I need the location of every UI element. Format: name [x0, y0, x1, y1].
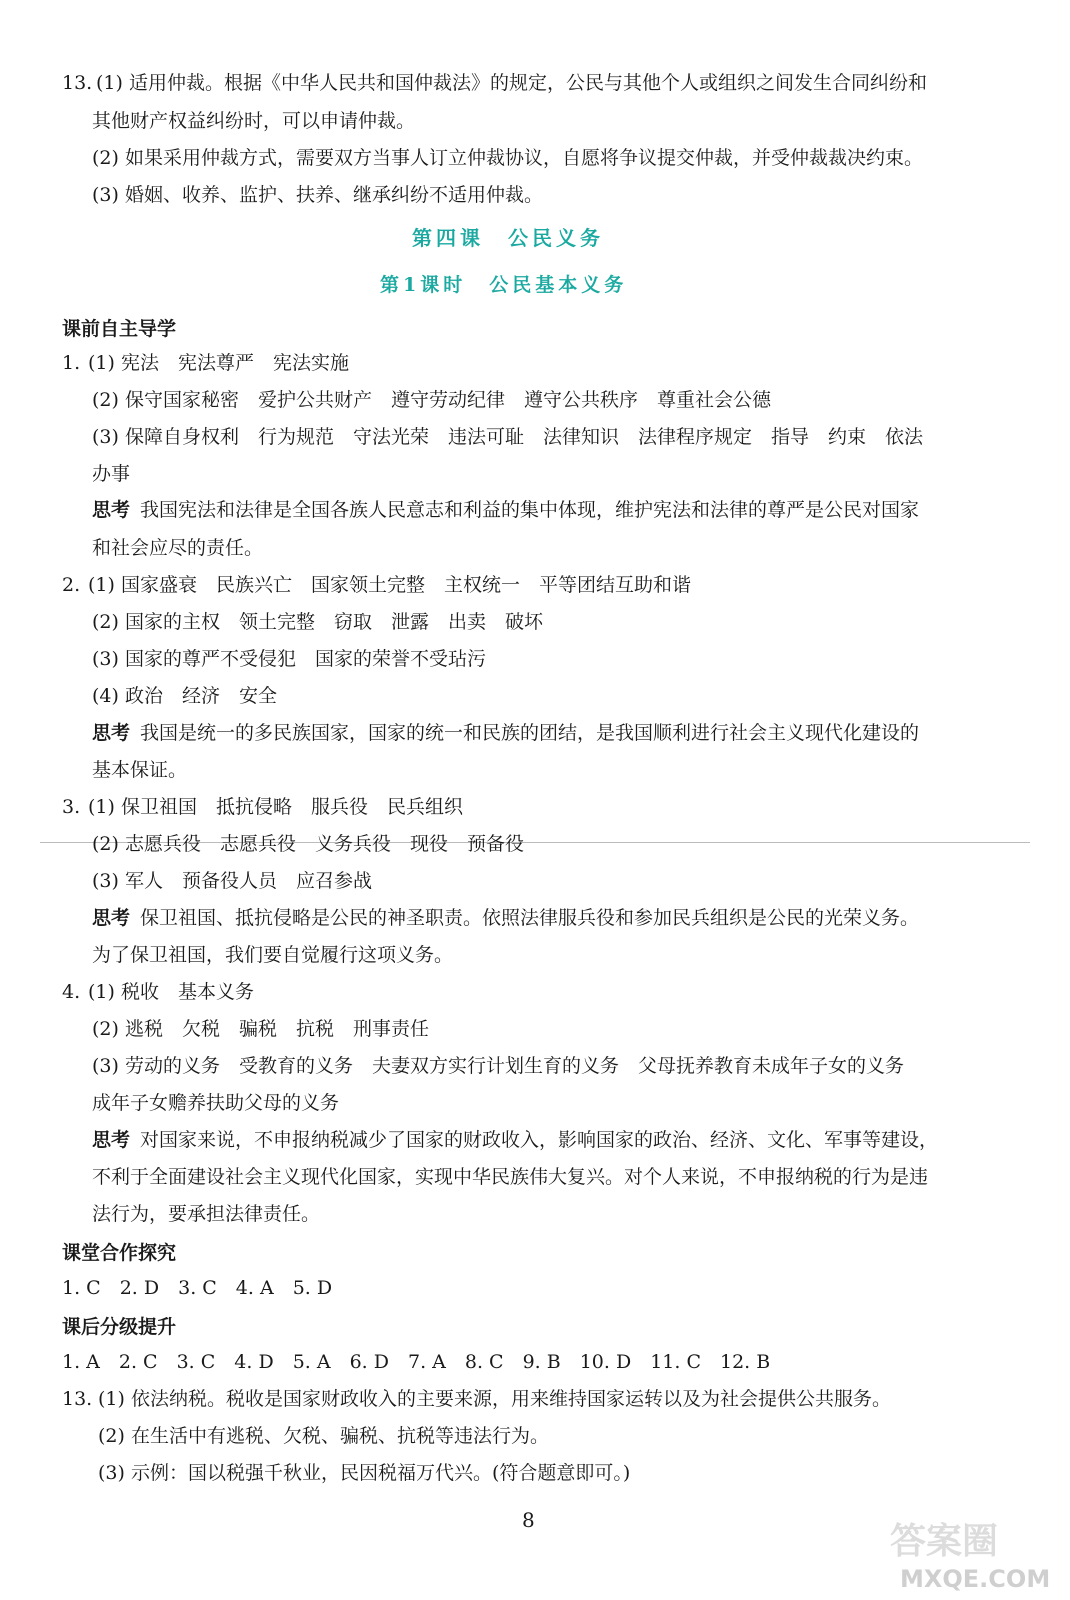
think-label: 思考 — [92, 907, 131, 929]
watermark-url: MXQE.COM — [900, 1565, 1051, 1593]
think-label: 思考 — [92, 1129, 131, 1151]
page-number: 8 — [522, 1508, 535, 1532]
section-heading-preview: 课前自主导学 — [62, 318, 177, 340]
section-heading-classroom: 课堂合作探究 — [62, 1242, 177, 1264]
lesson-title: 第四课 公民义务 — [412, 226, 604, 250]
section-heading-after-class: 课后分级提升 — [62, 1316, 177, 1338]
lesson-subtitle: 第1课时 公民基本义务 — [380, 274, 628, 296]
watermark-logo-text: 答案圈 — [890, 1521, 999, 1562]
think-label: 思考 — [92, 499, 131, 521]
watermark-logo — [880, 1505, 1060, 1595]
think-label: 思考 — [92, 722, 131, 744]
